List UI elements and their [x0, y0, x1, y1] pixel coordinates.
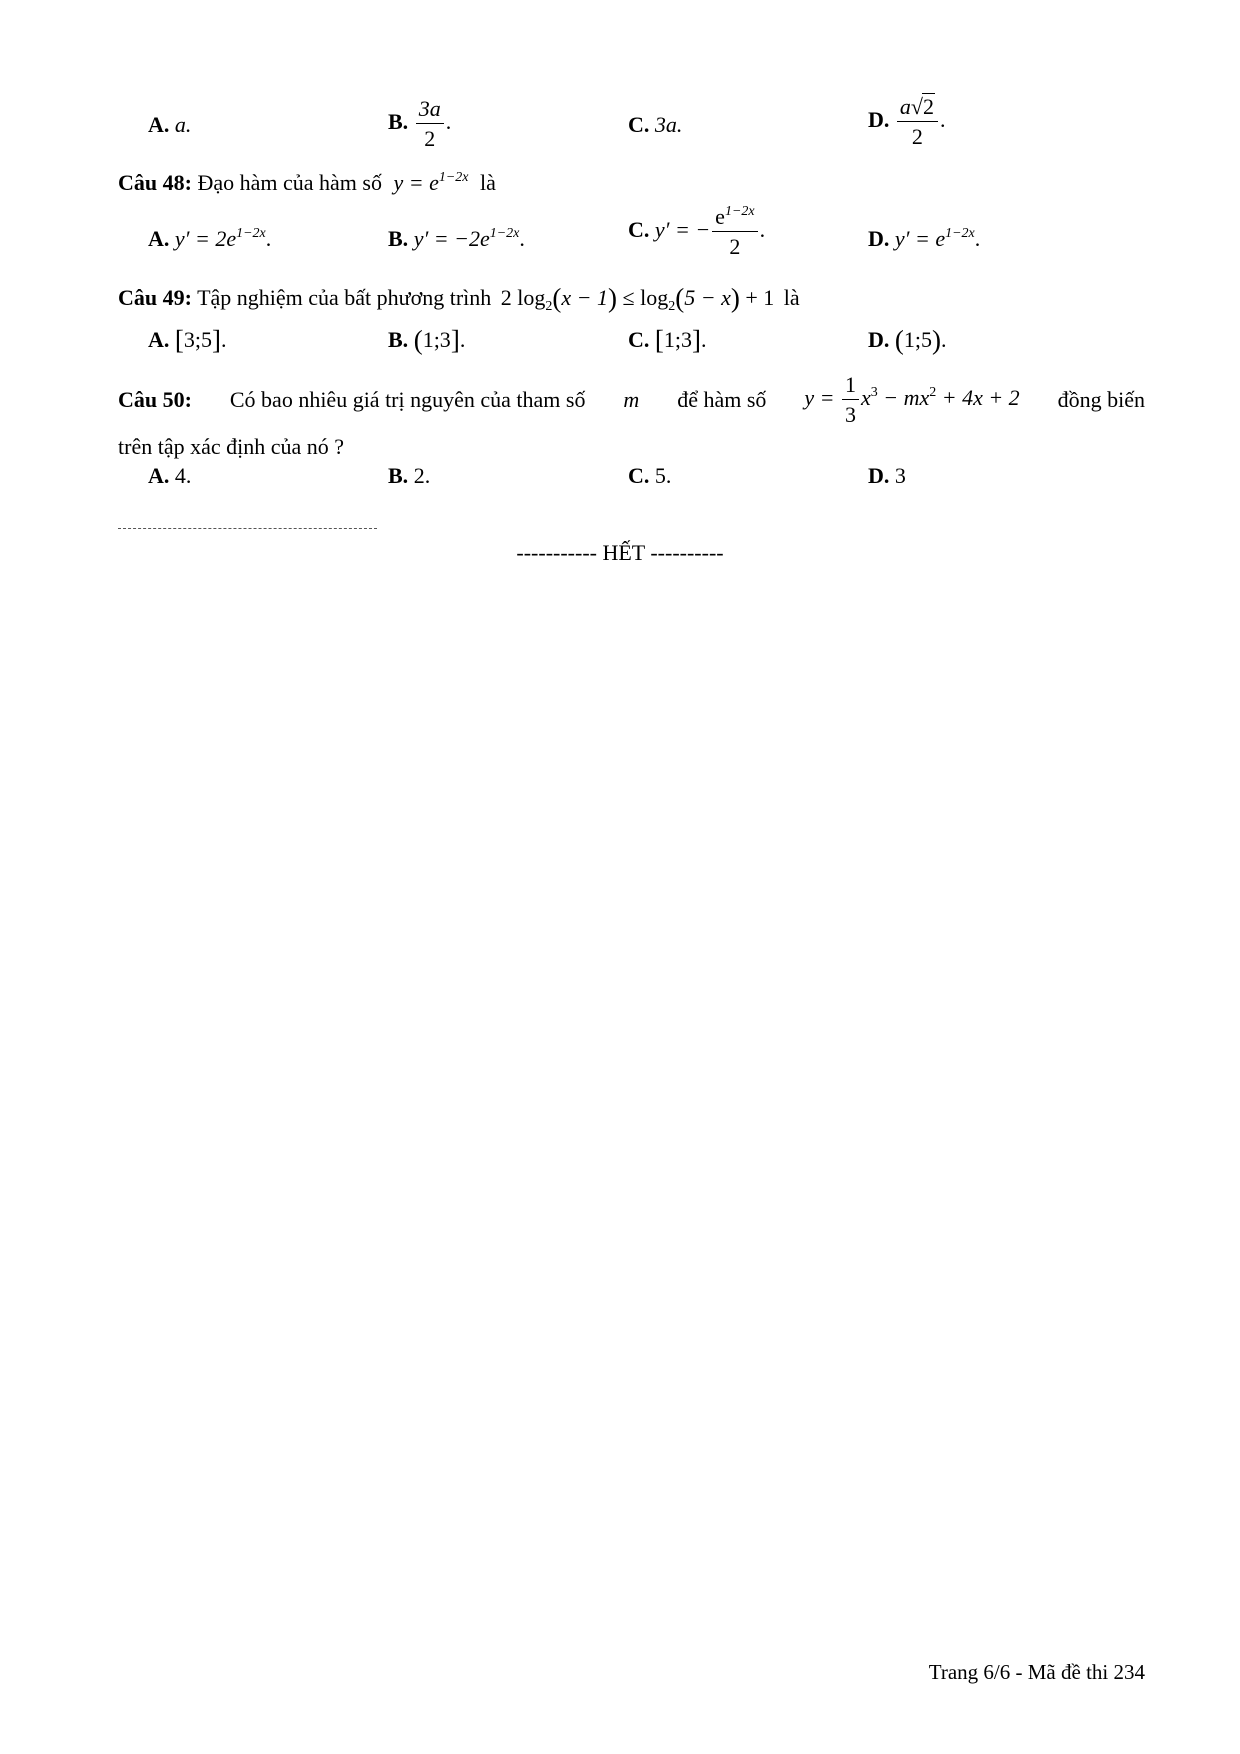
- q48-option-c: C. y′ = − $\frac{e^{1-2x}}{2}$ .: [628, 204, 766, 259]
- q48-formula: $y = e^{1-2x}$: [393, 170, 469, 195]
- q49-formula: 2 $\log_2(x - 1) \le \log_2(5 - x) + 1$: [500, 283, 775, 314]
- q49-option-c: C. [1;3].: [628, 325, 707, 355]
- q50-line2: trên tập xác định của nó ?: [118, 434, 345, 459]
- q49-option-d: D. (1;5).: [868, 325, 947, 355]
- q50-formula: y = $\frac{1}{3}$ $x^3 - mx^2 + 4x + 2$: [804, 372, 1020, 427]
- question-48: Câu 48: Đạo hàm của hàm số $y = e^{1-2x}$ là: [118, 170, 496, 195]
- q47-option-b: B. $\frac{3a}{2}$ .: [388, 96, 452, 151]
- q50-option-d: D. 3: [868, 463, 906, 488]
- q49-option-a: A. [3;5].: [148, 325, 227, 355]
- q47-option-c: C. 3a.: [628, 112, 683, 137]
- q48-option-b: B. $y' = -2e^{1-2x}$.: [388, 226, 525, 251]
- q50-option-a: A. 4.: [148, 463, 192, 488]
- q48-option-a: A. $y' = 2e^{1-2x}$.: [148, 226, 272, 251]
- page-footer: Trang 6/6 - Mã đề thi 234: [928, 1660, 1145, 1684]
- question-50: Câu 50: Có bao nhiêu giá trị nguyên của tham số m để hàm số y = $\frac{1}{3}$ $x^3 - mx^2 + 4x + 2$ đồng biến: [118, 372, 1145, 427]
- q47-option-d: D. $\frac{a√2}{2}$ .: [868, 94, 946, 149]
- end-mark: ----------- HẾT ----------: [516, 540, 724, 565]
- q48-option-d: D. $y' = e^{1-2x}$.: [868, 226, 981, 251]
- q50-option-b: B. 2.: [388, 463, 431, 488]
- q50-option-c: C. 5.: [628, 463, 672, 488]
- q47-option-a: A. a.: [148, 112, 192, 137]
- question-49: Câu 49: Tập nghiệm của bất phương trình 2 $\log_2(x - 1) \le \log_2(5 - x) + 1$ là: [118, 283, 800, 314]
- q49-option-b: B. (1;3].: [388, 325, 466, 355]
- separator-rule: [118, 528, 377, 529]
